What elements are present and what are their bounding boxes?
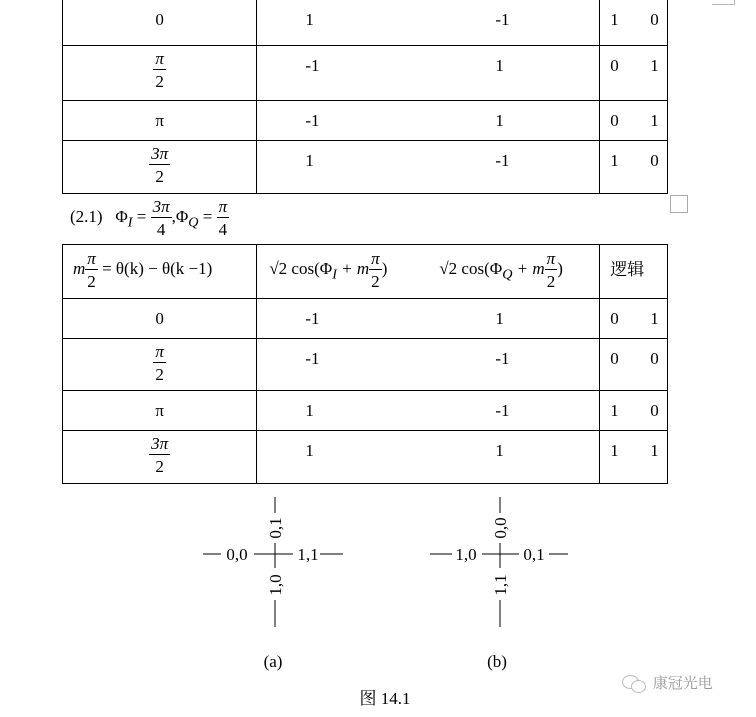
bit-1: 1 [610,441,619,460]
i-value: 1 [305,401,314,420]
q-value: -1 [495,401,510,420]
header-logic: 逻辑 [600,245,668,299]
bit-2: 1 [650,56,659,75]
label-left: 1,0 [455,545,477,564]
i-value: 1 [305,151,314,170]
label-top: 0,1 [266,517,285,539]
i-value: -1 [305,309,320,328]
phase-value: $\frac{3\pi}{2}$ [151,434,169,476]
label-right: 1,1 [297,545,319,564]
label-right: 0,1 [523,545,545,564]
phase-value: π [155,111,164,130]
fraction: $\frac{\pi}{4}$ [218,197,228,239]
watermark: 康冠光电 [622,672,713,693]
label-bottom: 1,0 [266,574,285,596]
phase-value: $\frac{\pi}{2}$ [155,342,164,384]
bit-2: 0 [650,151,659,170]
bit-2: 1 [650,441,659,460]
bit-1: 0 [610,111,619,130]
q-value: -1 [495,151,510,170]
bit-2: 0 [650,10,659,29]
header-q: √2 $\cos(\Phi_Q + m$ $\frac{\pi}{2}$ ) [439,249,563,291]
q-value: 1 [495,441,504,460]
phase-value: 0 [155,10,164,29]
phase-value: $\frac{3\pi}{2}$ [151,144,169,186]
label-top: 0,0 [491,517,510,539]
bit-2: 0 [650,401,659,420]
diagram-a [203,497,343,671]
phase-value: 0 [155,309,164,328]
bit-1: 1 [610,401,619,420]
q-value: 1 [495,56,504,75]
i-value: -1 [305,349,320,368]
bit-2: 1 [650,309,659,328]
header-i: √2 $\cos(\Phi_I + m$ $\frac{\pi}{2}$ ) [269,249,388,291]
label-left: 0,0 [226,545,248,564]
figure-caption: 图 14.1 [359,689,411,708]
i-value: -1 [305,111,320,130]
q-value: -1 [495,349,510,368]
bit-1: 0 [610,349,619,368]
caption-a: (a) [263,652,283,671]
section-formula: (2.1) $\Phi_I$ = $\frac{3\pi}{4}$ $,\Phi_Q$ = $\frac{\pi}{4}$ [70,197,228,239]
i-value: 1 [305,10,314,29]
bit-1: 0 [610,309,619,328]
i-value: -1 [305,56,320,75]
bit-2: 1 [650,111,659,130]
bit-1: 1 [610,151,619,170]
bit-1: 1 [610,10,619,29]
header-phase-diff: m $\frac{\pi}{2}$ = θ(k) − θ(k −1) [63,245,257,299]
q-value: -1 [495,10,510,29]
phase-value: $\frac{\pi}{2}$ [155,49,164,91]
fraction: $\frac{3\pi}{4}$ [152,197,170,239]
label-bottom: 1,1 [491,574,510,596]
bit-1: 0 [610,56,619,75]
i-value: 1 [305,441,314,460]
caption-b: (b) [487,652,507,671]
q-value: 1 [495,309,504,328]
diagram-b [430,497,568,671]
bit-2: 0 [650,349,659,368]
phase-value: π [155,401,164,420]
wechat-icon [622,675,648,693]
q-value: 1 [495,111,504,130]
